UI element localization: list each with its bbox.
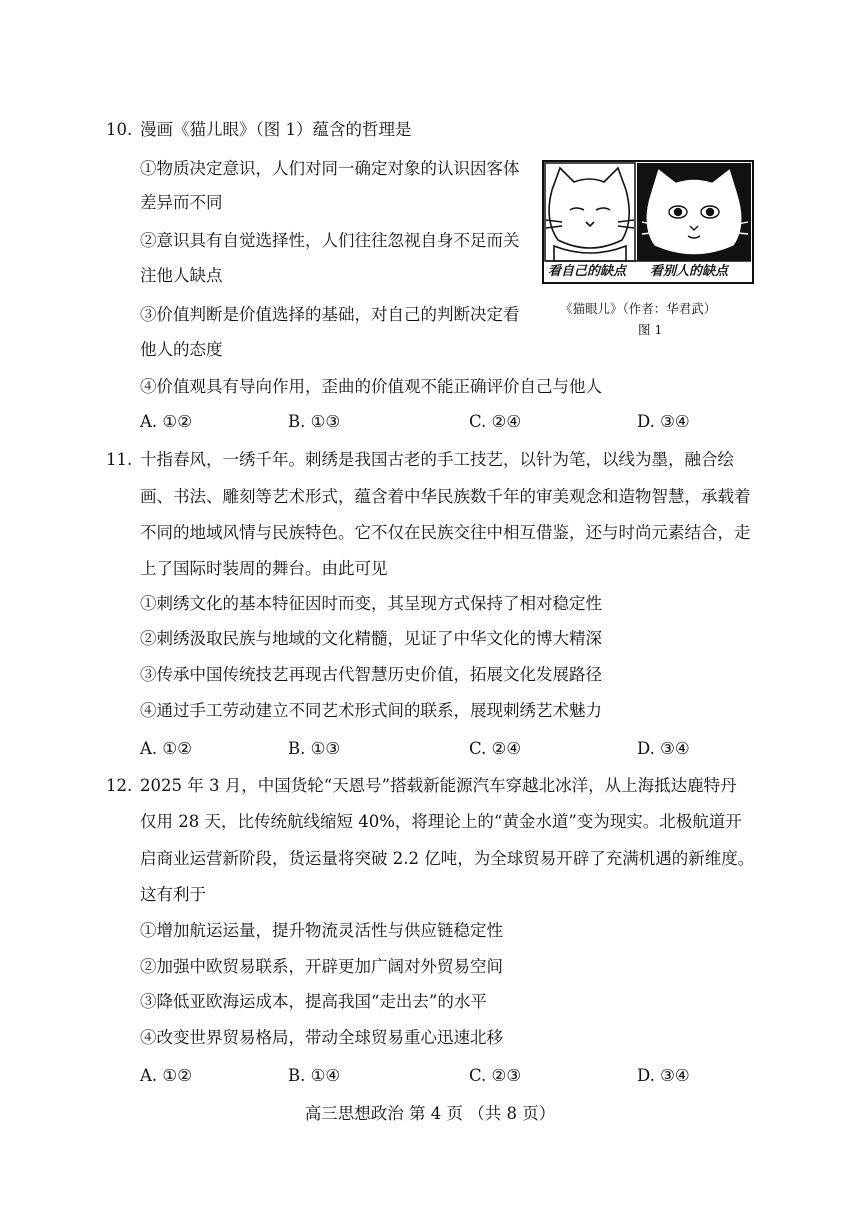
q12-option-b: B. ①④ <box>288 1066 341 1085</box>
q11-line-3: 不同的地域风情与民族特色。它不仅在民族交往中相互借鉴，还与时尚元素结合，走 <box>140 523 751 542</box>
q11-line-8: ④通过手工劳动建立不同艺术形式间的联系，展现刺绣艺术魅力 <box>140 701 602 720</box>
q10-option-a: A. ①② <box>140 412 192 431</box>
q12-line-4: 这有利于 <box>140 885 206 904</box>
q10-line-2: 差异而不同 <box>140 193 223 212</box>
q11-line-7: ③传承中国传统技艺再现古代智慧历史价值，拓展文化发展路径 <box>140 665 602 684</box>
q11-option-c: C. ②④ <box>469 739 522 758</box>
q12-option-a: A. ①② <box>140 1066 192 1085</box>
question-10-stem: 漫画《猫儿眼》（图 1）蕴含的哲理是 <box>140 120 412 139</box>
q12-line-7: ③降低亚欧海运成本，提高我国“走出去”的水平 <box>140 992 487 1011</box>
q10-line-3: ②意识具有自觉选择性，人们往往忽视自身不足而关 <box>140 231 520 250</box>
cartoon-left-label: 看自己的缺点 <box>548 264 627 279</box>
q10-option-c: C. ②④ <box>469 412 522 431</box>
q12-line-5: ①增加航运运量，提升物流灵活性与供应链稳定性 <box>140 921 503 940</box>
q11-line-5: ①刺绣文化的基本特征因时而变，其呈现方式保持了相对稳定性 <box>140 594 602 613</box>
q10-line-7: ④价值观具有导向作用，歪曲的价值观不能正确评价自己与他人 <box>140 377 602 396</box>
q11-option-b: B. ①③ <box>288 739 341 758</box>
q12-option-d: D. ③④ <box>637 1066 690 1085</box>
q12-option-c: C. ②③ <box>469 1066 522 1085</box>
right-cat-icon <box>642 168 748 255</box>
cartoon-figure <box>542 160 754 284</box>
q11-line-6: ②刺绣汲取民族与地域的文化精髓，见证了中华文化的博大精深 <box>140 629 602 648</box>
q12-line-8: ④改变世界贸易格局，带动全球贸易重心迅速北移 <box>140 1028 503 1047</box>
q12-line-2: 仅用 28 天，比传统航线缩短 40%，将理论上的“黄金水道”变为现实。北极航道开 <box>140 812 742 831</box>
question-11-number: 11. <box>106 450 133 469</box>
left-cat-icon <box>546 168 634 261</box>
figure-number: 图 1 <box>638 322 663 337</box>
q10-option-b: B. ①③ <box>288 412 341 431</box>
figure-caption: 《猫眼儿》（作者：华君武） <box>560 301 717 316</box>
q11-option-d: D. ③④ <box>637 739 690 758</box>
q10-line-1: ①物质决定意识，人们对同一确定对象的认识因客体 <box>140 159 520 178</box>
q12-line-6: ②加强中欧贸易联系，开辟更加广阔对外贸易空间 <box>140 957 503 976</box>
q12-line-1: 2025 年 3 月，中国货轮“天恩号”搭载新能源汽车穿越北冰洋，从上海抵达鹿特丹 <box>140 776 737 795</box>
cartoon-right-label: 看别人的缺点 <box>650 264 729 279</box>
page-footer: 高三思想政治 第 4 页 （共 8 页） <box>304 1104 556 1123</box>
q11-line-2: 画、书法、雕刻等艺术形式，蕴含着中华民族数千年的审美观念和造物智慧，承载着 <box>140 487 751 506</box>
q10-line-4: 注他人缺点 <box>140 266 223 285</box>
q11-line-1: 十指春风，一绣千年。刺绣是我国古老的手工技艺，以针为笔，以线为墨，融合绘 <box>140 450 734 469</box>
question-10-number: 10. <box>106 120 133 139</box>
q11-line-4: 上了国际时装周的舞台。由此可见 <box>140 559 388 578</box>
q10-line-5: ③价值判断是价值选择的基础，对自己的判断决定看 <box>140 305 520 324</box>
q11-option-a: A. ①② <box>140 739 192 758</box>
q10-option-d: D. ③④ <box>637 412 690 431</box>
q12-line-3: 启商业运营新阶段，货运量将突破 2.2 亿吨，为全球贸易开辟了充满机遇的新维度。 <box>140 849 755 868</box>
q10-line-6: 他人的态度 <box>140 340 223 359</box>
question-12-number: 12. <box>106 776 133 795</box>
